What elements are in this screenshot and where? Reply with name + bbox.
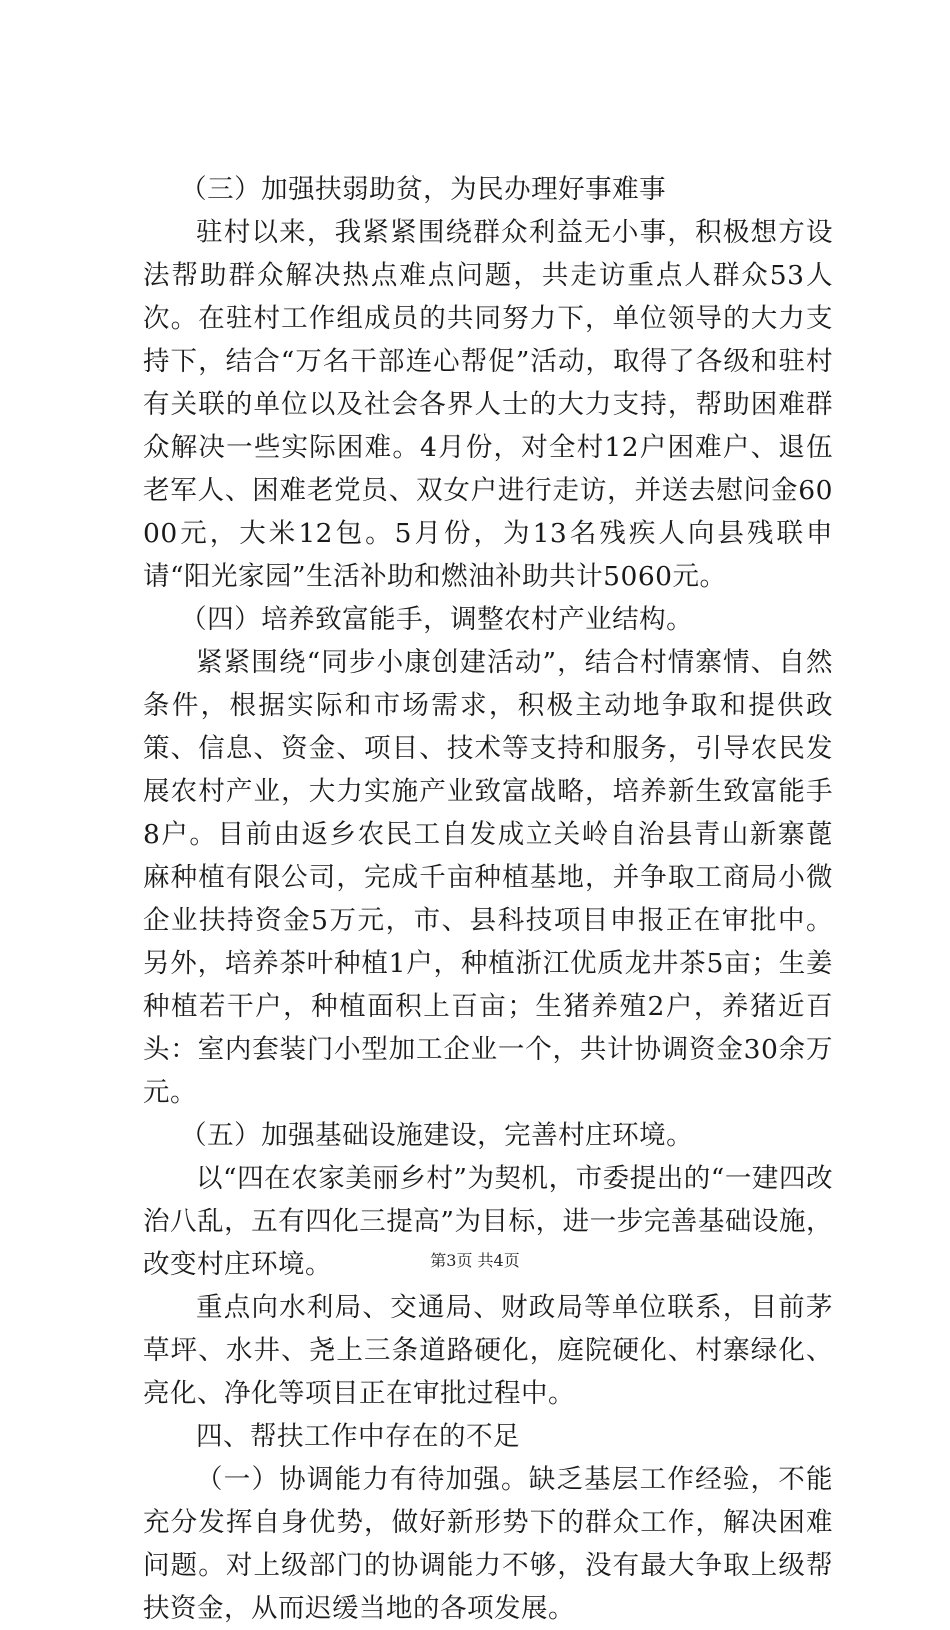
body-paragraph: 重点向水利局、交通局、财政局等单位联系，目前茅草坪、水井、尧上三条道路硬化，庭院硬化、村寨绿化、亮化、净化等项目正在审批过程中。 bbox=[143, 1292, 833, 1409]
body-paragraph: 以“四在农家美丽乡村”为契机，市委提出的“一建四改治八乱，五有四化三提高”为目标，进一步完善基础设施，改变村庄环境。 bbox=[143, 1163, 833, 1280]
section-heading-3: （三）加强扶弱助贫，为民办理好事难事 bbox=[180, 174, 667, 205]
section-heading-4: （四）培养致富能手，调整农村产业结构。 bbox=[180, 604, 694, 635]
body-paragraph: 紧紧围绕“同步小康创建活动”，结合村情寨情、自然条件，根据实际和市场需求，积极主动地争取和提供政策、信息、资金、项目、技术等支持和服务，引导农民发展农村产业，大力实施产业致富战略，培养新生致富能手8户。目前由返乡农民工自发成立关岭自治县青山新寨蓖麻种植有限公司，完成千亩种植基地，并争取工商局小微企业扶持资金5万元，市、县科技项目申报正在审批中。另外，培养茶叶种植1户，种植浙江优质龙井茶5亩；生姜种植若干户，种植面积上百亩；生猪养殖2户，养猪近百头：室内套装门小型加工企业一个，共计协调资金30余万元。 bbox=[143, 647, 833, 1108]
document-body bbox=[143, 168, 833, 1630]
body-paragraph: 驻村以来，我紧紧围绕群众利益无小事，积极想方设法帮助群众解决热点难点问题，共走访重点人群众53人次。在驻村工作组成员的共同努力下，单位领导的大力支持下，结合“万名干部连心帮促”活动，取得了各级和驻村有关联的单位以及社会各界人士的大力支持，帮助困难群众解决一些实际困难。4月份，对全村12户困难户、退伍老军人、困难老党员、双女户进行走访，并送去慰问金6000元，大米12包。5月份，为13名残疾人向县残联申请“阳光家园”生活补助和燃油补助共计5060元。 bbox=[143, 217, 833, 592]
page-footer: 第3页 共4页 bbox=[430, 1251, 520, 1270]
section-heading-5: （五）加强基础设施建设，完善村庄环境。 bbox=[180, 1120, 694, 1151]
chapter-heading: 四、帮扶工作中存在的不足 bbox=[196, 1421, 520, 1452]
body-paragraph: （一）协调能力有待加强。缺乏基层工作经验，不能充分发挥自身优势，做好新形势下的群众工作，解决困难问题。对上级部门的协调能力不够，没有最大争取上级帮扶资金，从而迟缓当地的各项发展。 bbox=[143, 1464, 833, 1624]
